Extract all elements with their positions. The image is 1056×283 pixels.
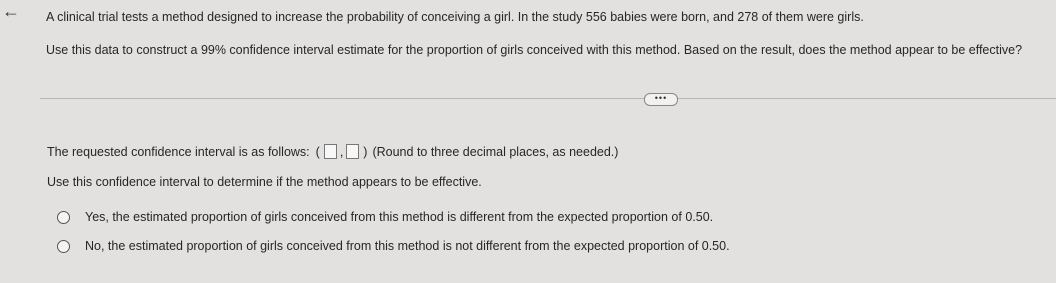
interval-prefix-text: The requested confidence interval is as follows: xyxy=(47,144,310,159)
upper-bound-input[interactable] xyxy=(346,144,359,159)
interval-separator: , xyxy=(339,144,344,159)
radio-button-yes[interactable] xyxy=(57,211,70,224)
section-divider xyxy=(40,98,1056,99)
problem-statement-line1: A clinical trial tests a method designed to increase the probability of conceiving a girl. In the study 556 babies were born, and 278 of them were girls. xyxy=(46,10,864,24)
radio-button-no[interactable] xyxy=(57,240,70,253)
confidence-interval-row xyxy=(47,144,618,159)
lower-bound-input[interactable] xyxy=(324,144,337,159)
close-paren: ) xyxy=(363,144,368,159)
option-no-label: No, the estimated proportion of girls conceived from this method is not different from the expected proportion of 0.50. xyxy=(85,239,730,253)
option-no[interactable] xyxy=(57,239,730,253)
open-paren: ( xyxy=(315,144,320,159)
option-yes[interactable] xyxy=(57,210,713,224)
option-yes-label: Yes, the estimated proportion of girls conceived from this method is different from the expected proportion of 0.50. xyxy=(85,210,714,224)
more-options-button[interactable]: ••• xyxy=(644,93,678,106)
rounding-hint: (Round to three decimal places, as needed.) xyxy=(372,144,619,159)
instruction-text: Use this confidence interval to determine if the method appears to be effective. xyxy=(47,175,482,189)
problem-statement-line2: Use this data to construct a 99% confidence interval estimate for the proportion of girls conceived with this method. Based on the result, does the method appear to be effective? xyxy=(46,43,1023,57)
back-arrow-icon[interactable]: ← xyxy=(2,1,20,21)
